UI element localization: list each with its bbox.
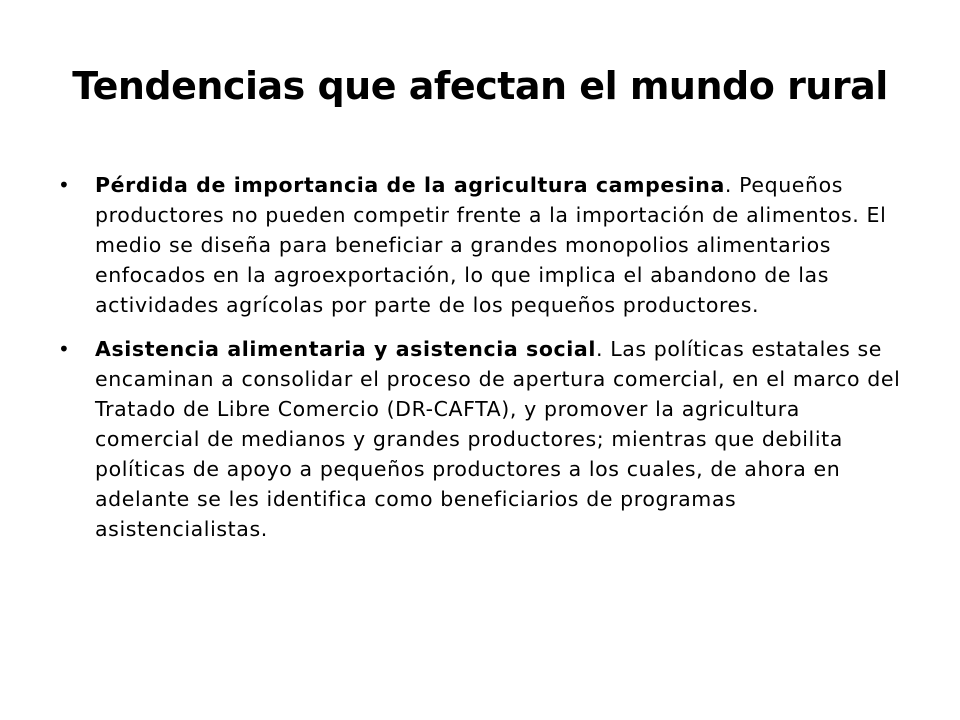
bullet-body-text: . Las políticas estatales se encaminan a consolidar el proceso de apertura comercial, en el marco del Tratado de Libre Comercio (DR-CAFTA), y promover la agricultura comercial de medianos y grandes productores; mientras que debilita políticas de apoyo a pequeños productores a los cuales, de ahora en adelante se les identifica como beneficiarios de programas asistencialistas. — [95, 337, 901, 541]
bullet-body-text: . Pequeños productores no pueden competir frente a la importación de alimentos. El medio se diseña para beneficiar a grandes monopolios alimentarios enfocados en la agroexportación, lo que implica el abandono de las actividades agrícolas por parte de los pequeños productores. — [95, 173, 887, 317]
bullet-point-icon: • — [58, 173, 71, 197]
bullet-item — [58, 334, 910, 544]
bullet-text — [95, 337, 900, 541]
bullet-item — [58, 170, 910, 320]
bullet-text — [95, 173, 886, 317]
bullet-lead-text: Asistencia alimentaria y asistencia social — [95, 337, 596, 361]
slide-title: Tendencias que afectan el mundo rural — [72, 64, 888, 108]
bullet-lead-text: Pérdida de importancia de la agricultura campesina — [95, 173, 725, 197]
bullet-list — [58, 170, 910, 558]
bullet-point-icon: • — [58, 337, 71, 361]
